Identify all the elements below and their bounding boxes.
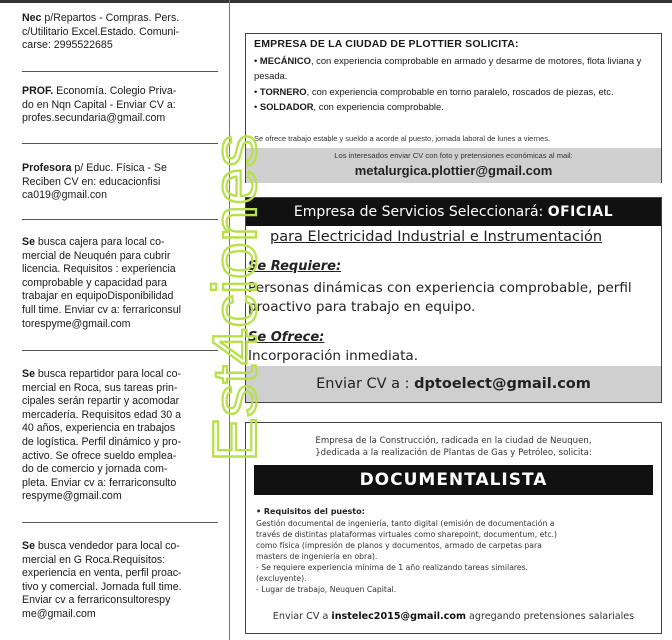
ad-box-plottier — [245, 33, 662, 183]
ad-offer-note: Se ofrece trabajo estable y sueldo a acorde al puesto, jornada laboral de lunes a viernes. — [254, 134, 551, 143]
job-item-tornero: • TORNERO, con experiencia comprobable en torno paralelo, roscados de piezas, etc. — [254, 85, 614, 97]
contact-email: instelec2015@gmail.com — [331, 611, 466, 622]
column-divider — [229, 0, 230, 640]
ad-lead: Se — [22, 540, 35, 552]
ad-job-list — [254, 53, 652, 115]
classified-ad-repartos — [22, 12, 212, 53]
ad-box-documentalista — [245, 422, 662, 634]
ad-lead: Se — [22, 368, 35, 380]
ad-separator — [22, 522, 218, 523]
requires-heading: Se Requiere: — [248, 259, 342, 274]
offers-text: Incorporación inmediata. — [248, 348, 419, 364]
ad-intro: Empresa de la Construcción, radicada en la ciudad de Neuquen, }dedicada a la realización de Plantas de Gas y Petróleo, solicita: — [315, 436, 592, 458]
requires-text: Personas dinámicas con experiencia comprobable, perfil proactivo para trabajo en equipo. — [248, 280, 632, 315]
requirements-heading: • Requisitos del puesto: — [256, 507, 365, 516]
ad-text: busca vendedor para local co- mercial en G Roca.Requisitos: experiencia en venta, perfil proac- tivo y comercial. Jornada full time. Enviar cv a ferrariconsultorespy me@gmail.com — [22, 540, 182, 620]
job-item-mecanico: • MECÁNICO, con experiencia comprobable en armado y desarme de motores, flota liviana y pesada. — [254, 55, 642, 82]
ad-separator — [22, 143, 218, 144]
classified-ad-profesora — [22, 162, 212, 203]
ad-lead: Se — [22, 236, 35, 248]
ad-text: p/ Educ. Física - Se Reciben CV en: educacionfisi ca019@gmail.con — [22, 162, 167, 202]
ad-text: p/Repartos - Compras. Pers. c/Utilitario Excel.Estado. Comuni- carse: 2995522685 — [22, 12, 180, 52]
classified-ad-repartidor — [22, 368, 212, 504]
ad-lead: Nec — [22, 12, 42, 24]
ad-heading: EMPRESA DE LA CIUDAD DE PLOTTIER SOLICITA: — [254, 38, 519, 50]
contact-instructions: Los interesados enviar CV con foto y pretensiones económicas al mail: — [334, 151, 573, 160]
ad-title-bar: Empresa de Servicios Seleccionará: OFICIAL — [246, 198, 661, 226]
contact-email: metalurgica.plottier@gmail.com — [354, 163, 553, 178]
classified-ad-cajera — [22, 236, 212, 331]
classified-ad-prof-economia — [22, 85, 212, 126]
ad-text: busca repartidor para local co- mercial en Roca, sus tareas prin- cipales serán repartir y acomodar mercadería. Requisitos edad 30 a 40 años, experiencia en trabajos de logística. Perfil dinámico y pro- activo. Se ofrece sueldo emplea- do de comercio y jornada com- pleta. Enviar cv a: ferrariconsulto respyme@gmail.com — [22, 368, 182, 503]
ad-text: busca cajera para local co- mercial de Neuquén para cubrir licencia. Requisitos : experiencia comprobable y capacidad para trabajar en equipoDisponibilidad full time. Enviar cv a: ferrariconsul torespyme@gmail.com — [22, 236, 181, 330]
ad-separator — [22, 71, 218, 72]
ad-lead: Profesora — [22, 162, 72, 174]
ad-lead: PROF. — [22, 85, 54, 97]
ad-contact-line: Enviar CV a instelec2015@gmail.com agregando pretensiones salariales — [272, 611, 635, 622]
ad-contact-band — [246, 148, 661, 183]
ad-separator — [22, 219, 218, 220]
offers-heading: Se Ofrece: — [248, 330, 325, 345]
requirements-text: Gestión documental de ingeniería, tanto digital (emisión de documentación a través de distintas plataformas virtuales como sharepoint, documentum, etc.) como física (impresión de planos y documentos, armado de carpetas para masters de ingeniería en obra). - Se requiere experiencia mínima de 1 año realizando tareas similares. (excluyente). - Lugar de trabajo, Neuquen Capital. — [256, 519, 557, 594]
classified-ad-vendedor — [22, 540, 212, 622]
contact-email: dptoelect@gmail.com — [414, 376, 591, 392]
ad-box-electricidad — [245, 197, 662, 403]
watermark-text: Est4ciones — [201, 158, 270, 462]
ad-subtitle: para Electricidad Industrial e Instrumentación — [270, 229, 603, 245]
ad-title-bar: DOCUMENTALISTA — [254, 465, 653, 495]
ad-separator — [22, 350, 218, 351]
job-item-soldador: • SOLDADOR, con experiencia comprobable. — [254, 101, 444, 113]
ad-contact-band: Enviar CV a : dptoelect@gmail.com — [246, 366, 661, 402]
top-rule — [0, 0, 672, 3]
ad-text: Economía. Colegio Priva- do en Nqn Capital - Enviar CV a: profes.secundaria@gmail.com — [22, 85, 177, 125]
